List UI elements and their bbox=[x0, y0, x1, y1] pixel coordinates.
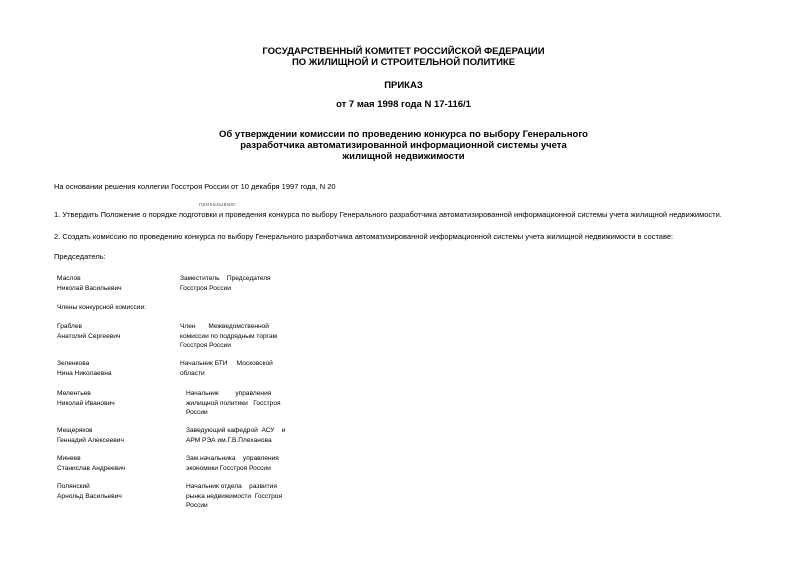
member-role: Член Межведомственной комиссии по подрядным торгам Госстроя России bbox=[180, 323, 278, 349]
basis-paragraph: На основании решения коллегии Госстроя России от 10 декабря 1997 года, N 20 bbox=[54, 182, 336, 191]
item-1: 1. Утвердить Положение о порядке подготовки и проведения конкурса по выбору Генерального разработчика автоматизированной информационной системы учета жилищной недвижимости. bbox=[54, 210, 722, 219]
member-name: Зеленкова Нина Николаевна bbox=[57, 360, 112, 377]
member-name: Минеев Станислав Андреевич bbox=[57, 455, 126, 472]
title-line-1: Об утверждении комиссии по проведению конкурса по выбору Генерального bbox=[219, 129, 588, 140]
member-role: Начальник отдела развития рынка недвижимости Госстроя России bbox=[186, 483, 283, 509]
members-label: Члены конкурсной комиссии: bbox=[57, 304, 146, 311]
item-2: 2. Создать комиссию по проведению конкурса по выбору Генерального разработчика автоматизированной информационной системы учета жилищной недвижимости в составе: bbox=[54, 232, 674, 241]
member-role: Начальник БТИ Московской области bbox=[180, 360, 273, 377]
chairman-label: Председатель: bbox=[54, 252, 106, 261]
title-line-3: жилищной недвижимости bbox=[342, 151, 465, 162]
issuer-line-2: ПО ЖИЛИЩНОЙ И СТРОИТЕЛЬНОЙ ПОЛИТИКЕ bbox=[291, 57, 516, 68]
issuer-line-1: ГОСУДАРСТВЕННЫЙ КОМИТЕТ РОССИЙСКОЙ ФЕДЕРАЦИИ bbox=[262, 46, 545, 57]
order-word: приказываю: bbox=[199, 202, 238, 208]
member-name: Граблев Анатолий Сергеевич bbox=[57, 323, 121, 340]
member-name: Полянский Арнольд Васильевич bbox=[57, 483, 122, 500]
member-role: Начальник управления жилищной политики Госстроя России bbox=[186, 390, 281, 416]
member-name: Мещеряков Геннадий Алексеевич bbox=[57, 427, 124, 444]
member-name: Мелентьев Николай Иванович bbox=[57, 390, 115, 407]
title-line-2: разработчика автоматизированной информационной системы учета bbox=[240, 140, 567, 151]
chairman-role: Заместитель Председателя Госстроя России bbox=[180, 275, 271, 292]
chairman-name: Маслов Николай Васильевич bbox=[57, 275, 122, 292]
member-role: Зам.начальника управления экономики Госстроя России bbox=[186, 455, 279, 472]
document-date-number: от 7 мая 1998 года N 17-116/1 bbox=[336, 99, 471, 110]
document-type: ПРИКАЗ bbox=[384, 80, 423, 91]
member-role: Заведующий кафедрой АСУ и АРМ РЭА им.Г.В.Плеханова bbox=[186, 427, 286, 444]
